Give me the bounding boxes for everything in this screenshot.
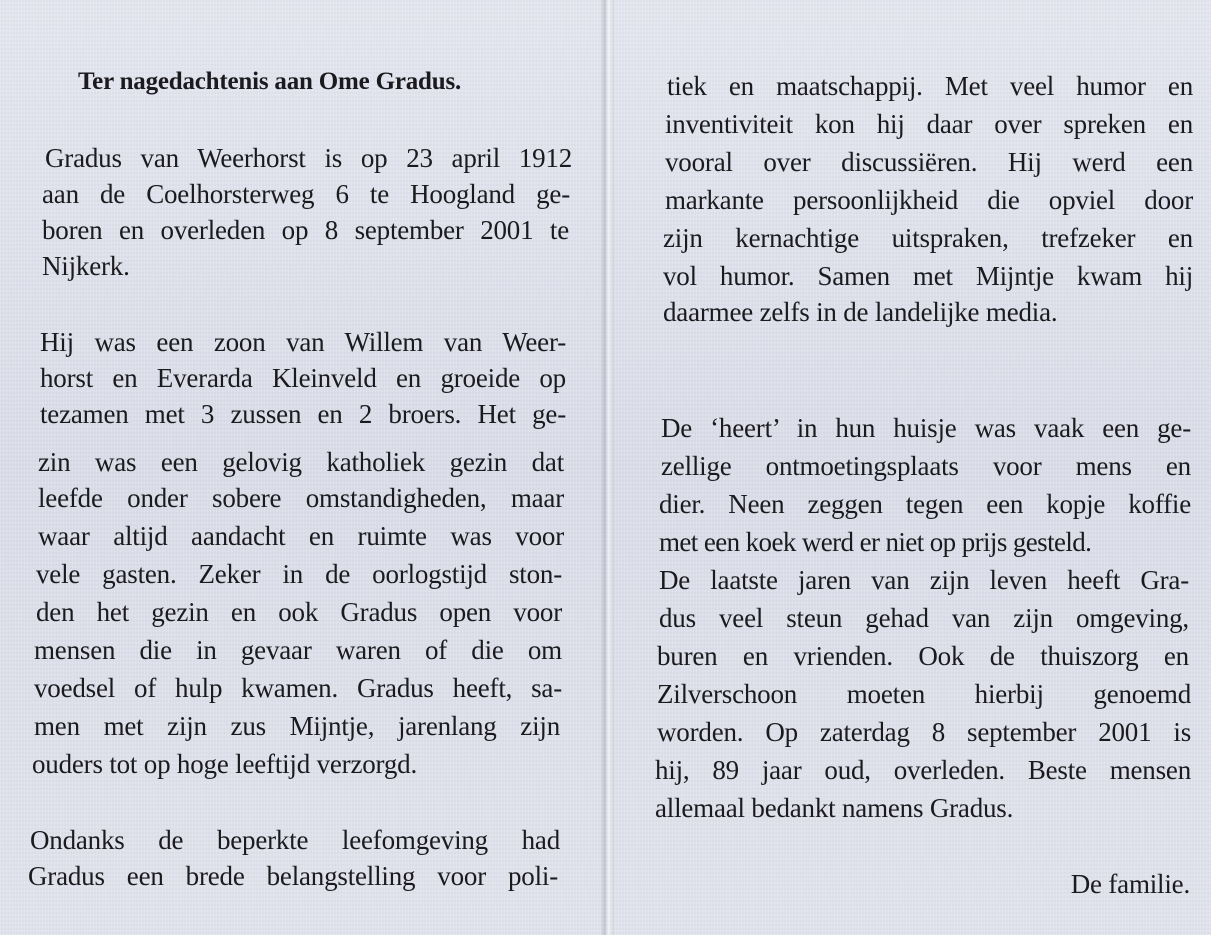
right-panel bbox=[614, 0, 1211, 935]
text-line: men met zijn zus Mijntje, jarenlang zijn bbox=[34, 711, 560, 741]
text-line: voedsel of hulp kwamen. Gradus heeft, sa- bbox=[34, 673, 562, 703]
text-line: Hij was een zoon van Willem van Weer- bbox=[40, 327, 566, 357]
text-line: leefde onder sobere omstandigheden, maar bbox=[38, 483, 564, 513]
text-line: aan de Coelhorsterweg 6 te Hoogland ge- bbox=[42, 179, 570, 209]
text-line: ouders tot op hoge leeftijd verzorgd. bbox=[32, 749, 417, 779]
text-line: vooral over discussiëren. Hij werd een bbox=[665, 147, 1193, 177]
text-line: inventiviteit kon hij daar over spreken en bbox=[665, 109, 1193, 139]
text-line: met een koek werd er niet op prijs gesteld. bbox=[659, 527, 1092, 557]
text-line: Nijkerk. bbox=[42, 251, 130, 281]
text-line: Gradus van Weerhorst is op 23 april 1912 bbox=[45, 143, 572, 173]
text-line: tiek en maatschappij. Met veel humor en bbox=[667, 71, 1193, 101]
left-panel bbox=[0, 0, 600, 935]
text-line: buren en vrienden. Ook de thuiszorg en bbox=[657, 641, 1189, 671]
text-line: mensen die in gevaar waren of die om bbox=[34, 635, 562, 665]
text-line: Ondanks de beperkte leefomgeving had bbox=[30, 825, 560, 855]
text-line: De ‘heert’ in hun huisje was vaak een ge- bbox=[661, 413, 1191, 443]
text-line: tezamen met 3 zussen en 2 broers. Het ge- bbox=[40, 399, 566, 429]
text-line: dier. Neen zeggen tegen een kopje koffie bbox=[659, 489, 1191, 519]
card-title: Ter nagedachtenis aan Ome Gradus. bbox=[78, 68, 462, 95]
text-line: allemaal bedankt namens Gradus. bbox=[655, 793, 1014, 823]
text-line: daarmee zelfs in de landelijke media. bbox=[663, 297, 1058, 327]
text-line: vele gasten. Zeker in de oorlogstijd ston- bbox=[36, 559, 562, 589]
text-line: boren en overleden op 8 september 2001 te bbox=[42, 215, 569, 245]
text-line: horst en Everarda Kleinveld en groeide op bbox=[40, 363, 566, 393]
text-line: markante persoonlijkheid die opviel door bbox=[665, 185, 1193, 215]
text-line: Zilverschoon moeten hierbij genoemd bbox=[657, 679, 1191, 709]
text-line: den het gezin en ook Gradus open voor bbox=[36, 597, 562, 627]
text-line: De laatste jaren van zijn leven heeft Gra- bbox=[659, 565, 1189, 595]
text-line: waar altijd aandacht en ruimte was voor bbox=[38, 521, 564, 551]
text-line: vol humor. Samen met Mijntje kwam hij bbox=[663, 261, 1193, 291]
text-line: zin was een gelovig katholiek gezin dat bbox=[38, 447, 564, 477]
signature: De familie. bbox=[1070, 869, 1190, 899]
text-line: Gradus een brede belangstelling voor poli- bbox=[28, 861, 558, 891]
text-line: dus veel steun gehad van zijn omgeving, bbox=[659, 603, 1189, 633]
text-line: zijn kernachtige uitspraken, trefzeker en bbox=[663, 223, 1193, 253]
text-line: zellige ontmoetingsplaats voor mens en bbox=[661, 451, 1191, 481]
text-line: worden. Op zaterdag 8 september 2001 is bbox=[657, 717, 1191, 747]
card-fold bbox=[600, 0, 614, 935]
text-line: hij, 89 jaar oud, overleden. Beste mensen bbox=[655, 755, 1191, 785]
